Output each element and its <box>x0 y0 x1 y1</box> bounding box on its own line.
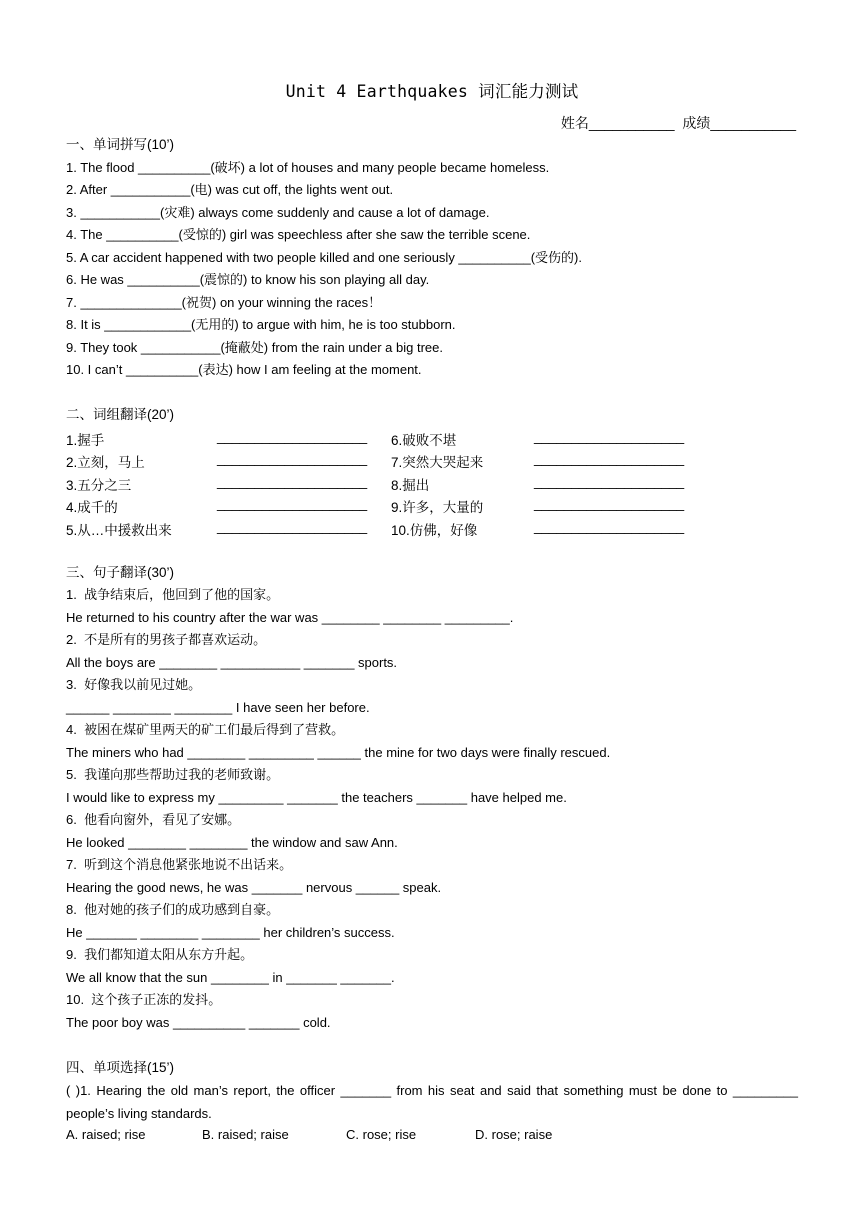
name-score-line: 姓名___________ 成绩___________ <box>560 115 796 131</box>
spelling-item: 9. They took ___________(掩蔽处) from the rain under a big tree. <box>66 340 443 355</box>
phrase-row <box>66 451 798 469</box>
section-heading: 一、单词拼写(10’) <box>66 137 175 152</box>
phrase-row <box>66 519 798 537</box>
answer-blank: ____________________ <box>217 496 368 511</box>
english-sentence: He looked ________ ________ the window and saw Ann. <box>66 835 398 850</box>
option-c: C. rose; rise <box>346 1127 417 1142</box>
page-title: Unit 4 Earthquakes 词汇能力测试 <box>285 82 579 101</box>
phrase-label: 6.破败不堪 <box>391 433 457 448</box>
spelling-item: 3. ___________(灾难) always come suddenly and cause a lot of damage. <box>66 205 490 220</box>
phrase-row <box>66 474 798 492</box>
english-sentence: The poor boy was __________ _______ cold. <box>66 1015 331 1030</box>
english-sentence: He returned to his country after the war was ________ ________ _________. <box>66 610 514 625</box>
spelling-item: 4. The __________(受惊的) girl was speechless after she saw the terrible scene. <box>66 227 531 242</box>
phrase-label: 1.握手 <box>66 433 105 448</box>
english-sentence: I would like to express my _________ _______ the teachers _______ have helped me. <box>66 790 567 805</box>
spelling-item: 8. It is ____________(无用的) to argue with him, he is too stubborn. <box>66 317 456 332</box>
spelling-item: 7. ______________(祝贺) on your winning the races！ <box>66 295 382 310</box>
answer-blank: ____________________ <box>534 496 685 511</box>
chinese-sentence: 8. 他对她的孩子们的成功感到自豪。 <box>66 902 280 917</box>
chinese-sentence: 7. 听到这个消息他紧张地说不出话来。 <box>66 857 293 872</box>
chinese-sentence: 2. 不是所有的男孩子都喜欢运动。 <box>66 632 267 647</box>
phrase-label: 2.立刻，马上 <box>66 455 145 470</box>
option-b: B. raised; raise <box>202 1127 289 1142</box>
answer-blank: ____________________ <box>534 429 685 444</box>
option-a: A. raised; rise <box>66 1127 146 1142</box>
spelling-item: 5. A car accident happened with two people killed and one seriously __________(受伤的). <box>66 250 582 265</box>
english-sentence: ______ ________ ________ I have seen her before. <box>66 700 370 715</box>
english-sentence: We all know that the sun ________ in _______ _______. <box>66 970 395 985</box>
phrase-label: 9.许多，大量的 <box>391 500 484 515</box>
phrase-label: 4.成千的 <box>66 500 118 515</box>
english-sentence: He _______ ________ ________ her children’s success. <box>66 925 395 940</box>
english-sentence: The miners who had ________ _________ ______ the mine for two days were finally rescued. <box>66 745 611 760</box>
section-heading: 二、词组翻译(20’) <box>66 407 175 422</box>
chinese-sentence: 9. 我们都知道太阳从东方升起。 <box>66 947 254 962</box>
answer-options <box>66 1127 798 1145</box>
chinese-sentence: 1. 战争结束后，他回到了他的国家。 <box>66 587 280 602</box>
phrase-label: 8.掘出 <box>391 478 430 493</box>
english-sentence: All the boys are ________ ___________ _______ sports. <box>66 655 398 670</box>
question-text: ( )1. Hearing the old man’s report, the officer _______ from his seat and said that something must be done to _________ people’s living standards. <box>66 1083 798 1121</box>
phrase-label: 7.突然大哭起来 <box>391 455 484 470</box>
section-heading: 四、单项选择(15’) <box>66 1060 175 1075</box>
chinese-sentence: 5. 我谨向那些帮助过我的老师致谢。 <box>66 767 280 782</box>
answer-blank: ____________________ <box>217 429 368 444</box>
spelling-item: 10. I can’t __________(表达) how I am feeling at the moment. <box>66 362 422 377</box>
phrase-row <box>66 429 798 447</box>
answer-blank: ____________________ <box>534 474 685 489</box>
chinese-sentence: 4. 被困在煤矿里两天的矿工们最后得到了营救。 <box>66 722 345 737</box>
section-heading: 三、句子翻译(30’) <box>66 565 175 580</box>
spelling-item: 2. After ___________(电) was cut off, the lights went out. <box>66 182 394 197</box>
answer-blank: ____________________ <box>534 451 685 466</box>
phrase-row <box>66 496 798 514</box>
phrase-label: 10.仿佛，好像 <box>391 523 478 538</box>
phrase-label: 3.五分之三 <box>66 478 132 493</box>
chinese-sentence: 6. 他看向窗外，看见了安娜。 <box>66 812 241 827</box>
option-d: D. rose; raise <box>475 1127 553 1142</box>
spelling-item: 1. The flood __________(破坏) a lot of houses and many people became homeless. <box>66 160 550 175</box>
chinese-sentence: 3. 好像我以前见过她。 <box>66 677 202 692</box>
answer-blank: ____________________ <box>217 519 368 534</box>
phrase-label: 5.从…中援救出来 <box>66 523 172 538</box>
spelling-item: 6. He was __________(震惊的) to know his son playing all day. <box>66 272 430 287</box>
chinese-sentence: 10. 这个孩子正冻的发抖。 <box>66 992 222 1007</box>
answer-blank: ____________________ <box>217 451 368 466</box>
answer-blank: ____________________ <box>534 519 685 534</box>
answer-blank: ____________________ <box>217 474 368 489</box>
english-sentence: Hearing the good news, he was _______ nervous ______ speak. <box>66 880 442 895</box>
